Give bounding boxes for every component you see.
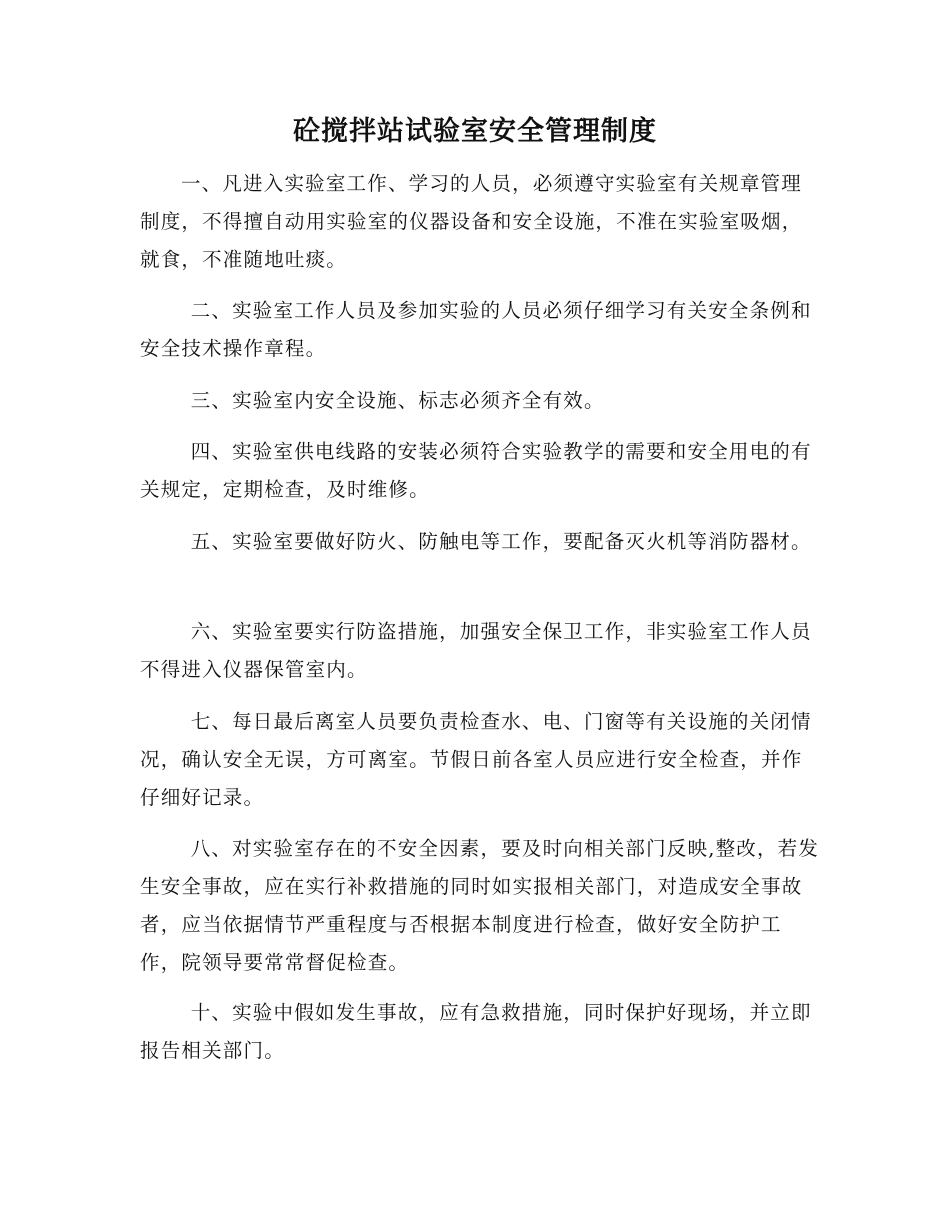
paragraph-3: 三、实验室内安全设施、标志必须齐全有效。 xyxy=(190,389,605,412)
paragraph-8: 八、对实验室存在的不安全因素，要及时向相关部门反映,整改，若发生安全事故，应在实行补救措施的同时如实报相关部门，对造成安全事故者，应当依据情节严重程度与否根据本制度进行检查，做好安全防护工作，院领导要常常督促检查。 xyxy=(140,837,820,974)
paragraph-1: 一、凡进入实验室工作、学习的人员，必须遵守实验室有关规章管理制度，不得擅自动用实验室的仪器设备和安全设施，不准在实验室吸烟，就食，不准随地吐痰。 xyxy=(140,172,803,271)
paragraph-2: 二、实验室工作人员及参加实验的人员必须仔细学习有关安全条例和安全技术操作章程。 xyxy=(140,299,812,360)
paragraph-9: 十、实验中假如发生事故，应有急救措施，同时保护好现场，并立即报告相关部门。 xyxy=(140,1001,812,1062)
paragraph-4: 四、实验室供电线路的安装必须符合实验教学的需要和安全用电的有关规定，定期检查，及时维修。 xyxy=(140,440,812,501)
paragraph-5: 五、实验室要做好防火、防触电等工作，要配备灭火机等消防器材。 xyxy=(190,530,812,553)
paragraph-6: 六、实验室要实行防盗措施，加强安全保卫工作，非实验室工作人员不得进入仪器保管室内。 xyxy=(140,620,812,681)
paragraph-7: 七、每日最后离室人员要负责检查水、电、门窗等有关设施的关闭情况，确认安全无误，方可离室。节假日前各室人员应进行安全检查，并作仔细好记录。 xyxy=(140,710,812,809)
document-title: 砼搅拌站试验室安全管理制度 xyxy=(293,116,657,147)
